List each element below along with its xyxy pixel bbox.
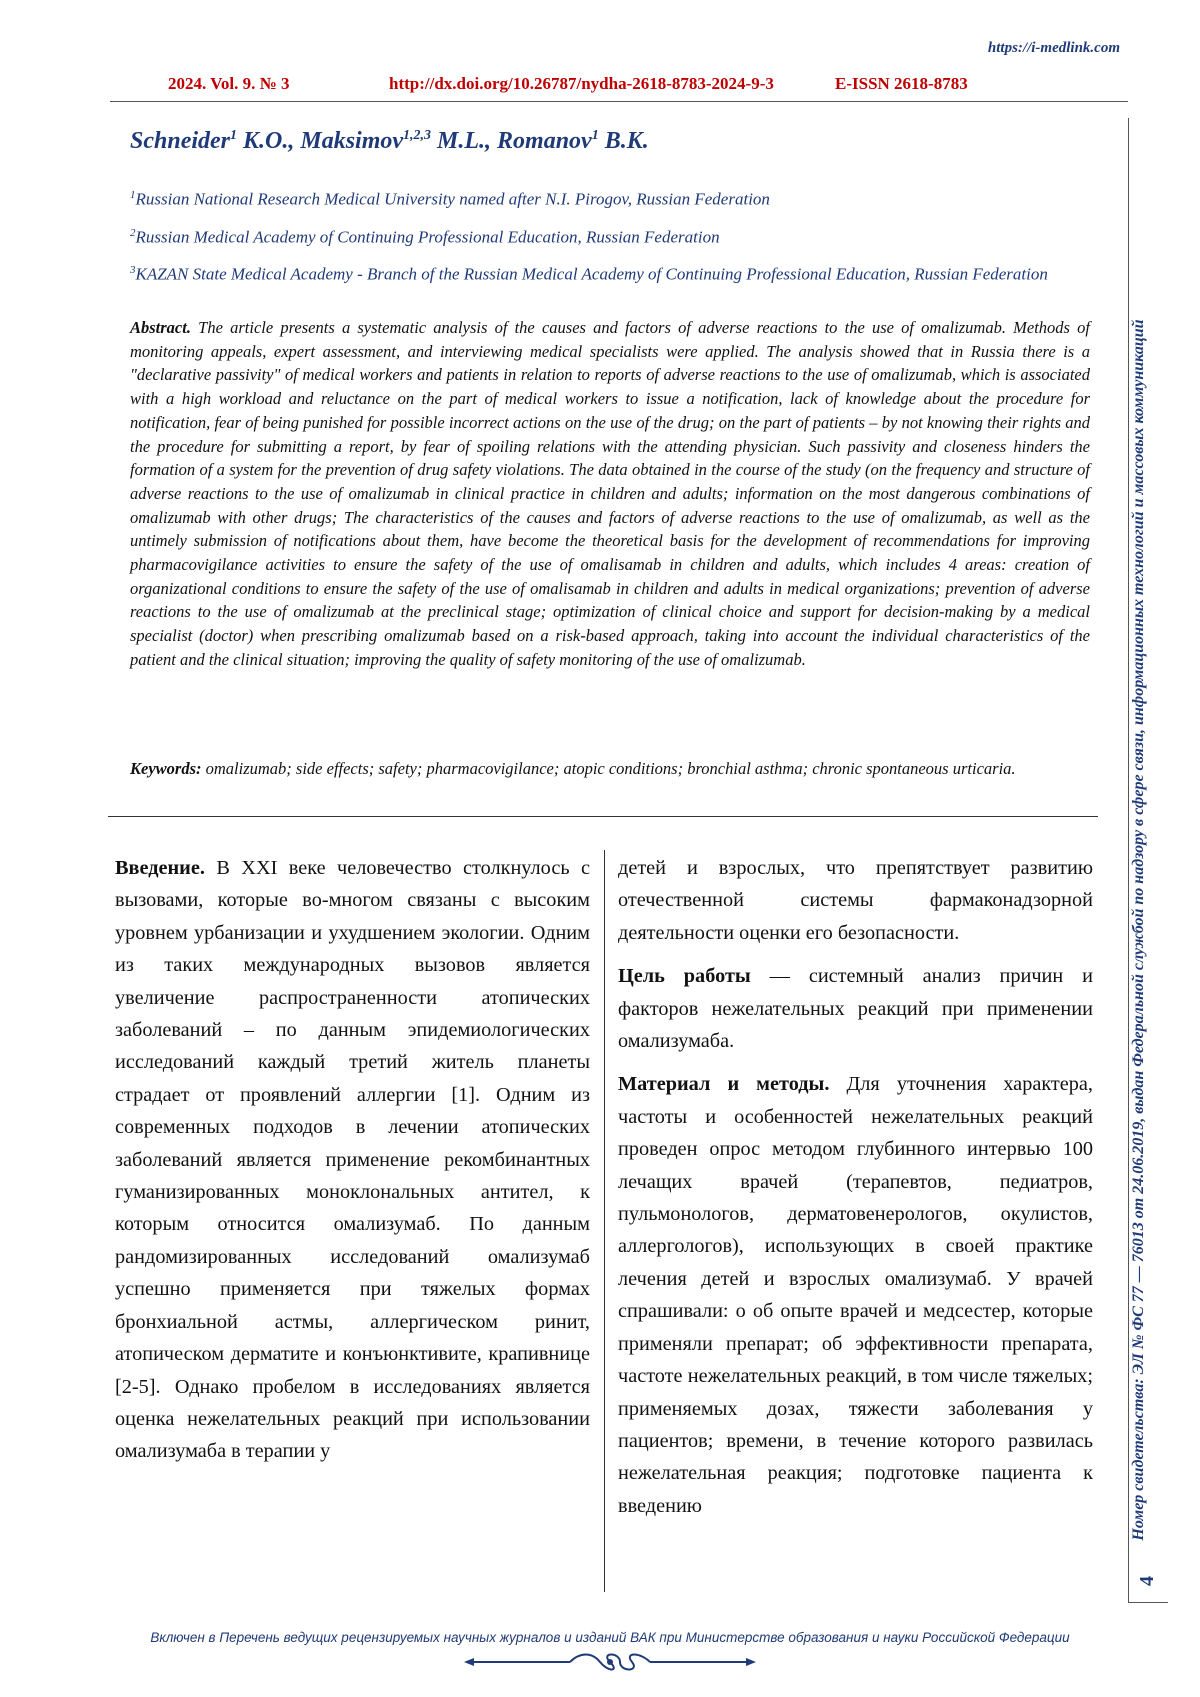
- aim-heading: Цель работы: [618, 965, 751, 988]
- aim-text: — системный анализ причин и факторов нежелательных реакций при применении омализумаба.: [618, 965, 1094, 1053]
- intro-paragraph: [115, 852, 590, 1468]
- affiliation-text: Russian National Research Medical University named after N.I. Pirogov, Russian Federation: [135, 189, 770, 209]
- abstract-text: The article presents a systematic analysis of the causes and factors of adverse reactions to the use of omalizumab. Methods of monitoring appeals, expert assessment, and interviewing medical specialists were applied. The analysis showed that in Russia there is a "declarative passivity" of medical workers and patients in relation to reports of adverse reactions to the use of omalizumab, which is associated with a high workload and reluctance on the part of medical workers to issue a notification, lack of knowledge about the procedure for notification, fear of being punished for possible incorrect actions on the use of the drug; on the part of patients – by not knowing their rights and the procedure for submitting a report, by fear of spoiling relations with the attending physician. Such passivity and closeness hinders the formation of a system for the prevention of drug safety violations. The data obtained in the course of the study (on the frequency and structure of adverse reactions to the use of omalizumab in clinical practice in children and adults; information on the most dangerous combinations of omalizumab with other drugs; The characteristics of the causes and factors of adverse reactions to the use of omalizumab, as well as the untimely submission of notifications about them, have become the theoretical basis for the development of recommendations for improving pharmacovigilance activities to ensure the safety of the use of omalisamab in children and adults, which includes 4 areas: creation of organizational conditions to ensure the safety of the use of omalisamab in children and adults in medical organizations; prevention of adverse reactions to the use of omalizumab at the preclinical stage; optimization of clinical choice and support for decision-making by a medical specialist (doctor) when prescribing omalizumab based on a risk-based approach, taking into account the individual characteristics of the patient and the clinical situation; improving the quality of safety monitoring of the use of omalizumab.: [130, 318, 1091, 669]
- methods-paragraph: [618, 1068, 1093, 1522]
- abstract-label: Abstract.: [130, 318, 191, 337]
- eissn: E-ISSN 2618-8783: [835, 74, 968, 93]
- intro-heading: Введение.: [115, 857, 205, 879]
- doi-link[interactable]: http://dx.doi.org/10.26787/nydha-2618-8783-2024-9-3: [389, 74, 774, 93]
- affiliation-index: 1: [130, 189, 136, 201]
- author-initials: K.O.,: [237, 128, 295, 154]
- abstract: [130, 316, 1090, 672]
- keywords-label: Keywords:: [130, 759, 202, 778]
- issue-info: 2024. Vol. 9. № 3: [168, 74, 290, 93]
- author-name: Maksimov: [300, 128, 404, 154]
- aim-paragraph: [618, 960, 1093, 1057]
- registration-note: Номер свидетельства: ЭЛ № ФС 77 — 76013 от 24.06.2019, выдан Федеральной службой по надзору в сфере связи, информационных технологий и массовых коммуникаций: [1130, 319, 1147, 1541]
- author-initials: B.K.: [598, 128, 649, 154]
- author-name: Schneider: [130, 128, 231, 154]
- affiliation: [130, 259, 1100, 286]
- intro-continuation: детей и взрослых, что препятствует развитию отечественной системы фармаконадзорной деятельности оценки его безопасности.: [618, 857, 1093, 944]
- sidebar-rule: [1128, 118, 1129, 1602]
- methods-text: Для уточнения характера, частоты и особенностей нежелательных реакций проведен опрос методом глубинного интервью 100 лечащих врачей (терапевтов, педиатров, пульмонологов, дерматовенерологов, окулистов, аллергологов), использующих в своей практике лечения детей и взрослых омализумаб. У врачей спрашивали: о об опыте врачей и медсестер, которые применяли препарат; об эффективности препарата, частоте нежелательных реакций, в том числе тяжелых; применяемых дозах, тяжести заболевания у пациентов; времени, в течение которого развилась нежелательная реакция; подготовке пациента к введению: [618, 1073, 1093, 1517]
- keywords: [130, 757, 1090, 781]
- left-column: [115, 852, 590, 1479]
- intro-text: В XXI веке человечество столкнулось с вызовами, которые во-многом связаны с высоким уровнем урбанизации и ухудшением экологии. Одним из таких международных вызовов является увеличение распространенности атопических заболеваний – по данным эпидемиологических исследований каждый третий житель планеты страдает от проявлений аллергии [1]. Одним из современных подходов в лечении атопических заболеваний является применение рекомбинантных гуманизированных моноклональных антител, к которым относится омализумаб. По данным рандомизированных исследований омализумаб успешно применяется при тяжелых формах бронхиальной астмы, аллергическом ринит, атопическом дерматите и конъюнктивите, крапивнице [2-5]. Однако пробелом в исследованиях является оценка нежелательных реакций при использовании омализумаба в терапии у: [115, 857, 590, 1463]
- header-rule: [110, 101, 1128, 102]
- affiliation: [130, 222, 1100, 249]
- author-initials: M.L.,: [431, 128, 492, 154]
- author-name: Romanov: [497, 128, 592, 154]
- affiliation: [130, 184, 1100, 211]
- column-divider: [604, 850, 605, 1592]
- methods-heading: Материал и методы.: [618, 1073, 830, 1096]
- footer-ornament-icon: [460, 1650, 760, 1674]
- author-affil-index: 1: [591, 128, 599, 143]
- affiliation-index: 3: [130, 264, 136, 277]
- section-rule: [108, 816, 1098, 817]
- affiliations: [130, 184, 1100, 297]
- author-affil-index: 1,2,3: [403, 128, 432, 143]
- right-column: [618, 852, 1093, 1533]
- authors-line: [130, 128, 649, 155]
- page-number: 4: [1136, 1576, 1158, 1586]
- journal-site-url[interactable]: https://i-medlink.com: [987, 40, 1120, 56]
- author-affil-index: 1: [230, 128, 238, 143]
- footer-note: Включен в Перечень ведущих рецензируемых научных журналов и изданий ВАК при Министерстве образования и науки Российской Федерации: [150, 1630, 1070, 1645]
- keywords-text: omalizumab; side effects; safety; pharmacovigilance; atopic conditions; bronchial asthma; chronic spontaneous urticaria.: [205, 759, 1016, 778]
- affiliation-index: 2: [130, 226, 136, 239]
- affiliation-text: KAZAN State Medical Academy - Branch of the Russian Medical Academy of Continuing Professional Education, Russian Federation: [135, 264, 1048, 284]
- affiliation-text: Russian Medical Academy of Continuing Professional Education, Russian Federation: [135, 227, 720, 247]
